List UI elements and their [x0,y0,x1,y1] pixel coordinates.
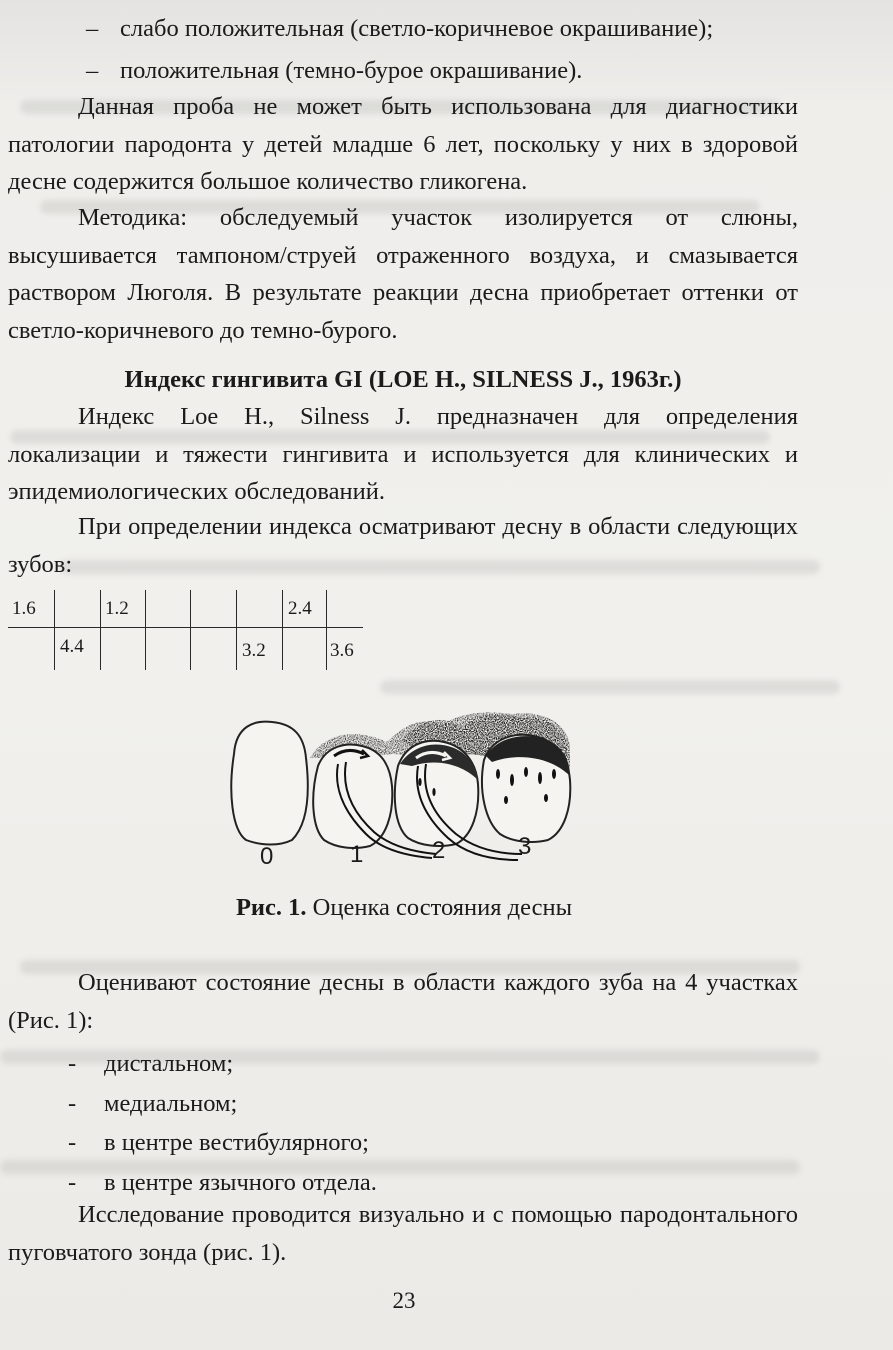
table-divider [8,627,363,628]
tooth-cell: 1.2 [105,598,129,619]
tooth-cell: 1.6 [12,598,36,619]
list-item: – слабо положительная (светло-коричневое окрашивание); [86,15,714,42]
list-item: – положительная (темно-бурое окрашивание). [86,57,583,84]
teeth-formula-table [8,590,363,670]
section-heading: Индекс гингивита GI (LOE H., SILNESS J., 1963г.) [124,366,682,393]
paragraph-lugol-method: Методика: обследуемый участок изолируется от слюны, высушивается тампоном/струей отраженного воздуха, и смазывается раствором Люголя. В результате реакции десна приобретает оттенки от светло-коричневого до темно-бурого. [8,204,798,345]
figure-caption: Рис. 1. Оценка состояния десны [235,894,573,921]
figure-label-2: 2 [432,837,446,864]
paragraph-assessment: Оценивают состояние десны в области каждого зуба на 4 участках (Рис. 1): [8,969,798,1034]
figure-label-0: 0 [260,843,274,866]
tooth-0 [231,722,307,845]
figure-label-1: 1 [350,841,364,866]
list-item: - в центре вестибулярного; [68,1129,369,1156]
paragraph-index-purpose: Индекс Loe H., Silness J. предназначен для определения локализации и тяжести гингивита и используется для клинических и эпидемиологических обследований. [8,403,798,506]
gingiva-state-figure [222,706,582,866]
tooth-1 [313,745,392,848]
paragraph-method: Исследование проводится визуально и с помощью пародонтального пуговчатого зонда (рис. 1). [8,1201,798,1266]
page-number: 23 [392,1288,416,1313]
list-item: - в центре язычного отдела. [68,1169,377,1196]
tooth-cell: 2.4 [288,598,312,619]
list-item: - дистальном; [68,1050,234,1077]
tooth-cell: 4.4 [60,636,84,657]
list-item: - медиальном; [68,1090,238,1117]
paragraph-lugol-limitation: Данная проба не может быть использована для диагностики патологии пародонта у детей младше 6 лет, поскольку у них в здоровой десне содержится большое количество гликогена. [8,93,798,196]
figure-label-3: 3 [518,833,532,860]
paragraph-teeth-intro: При определении индекса осматривают десну в области следующих зубов: [8,513,798,578]
tooth-cell: 3.2 [242,640,266,661]
tooth-cell: 3.6 [330,640,354,661]
